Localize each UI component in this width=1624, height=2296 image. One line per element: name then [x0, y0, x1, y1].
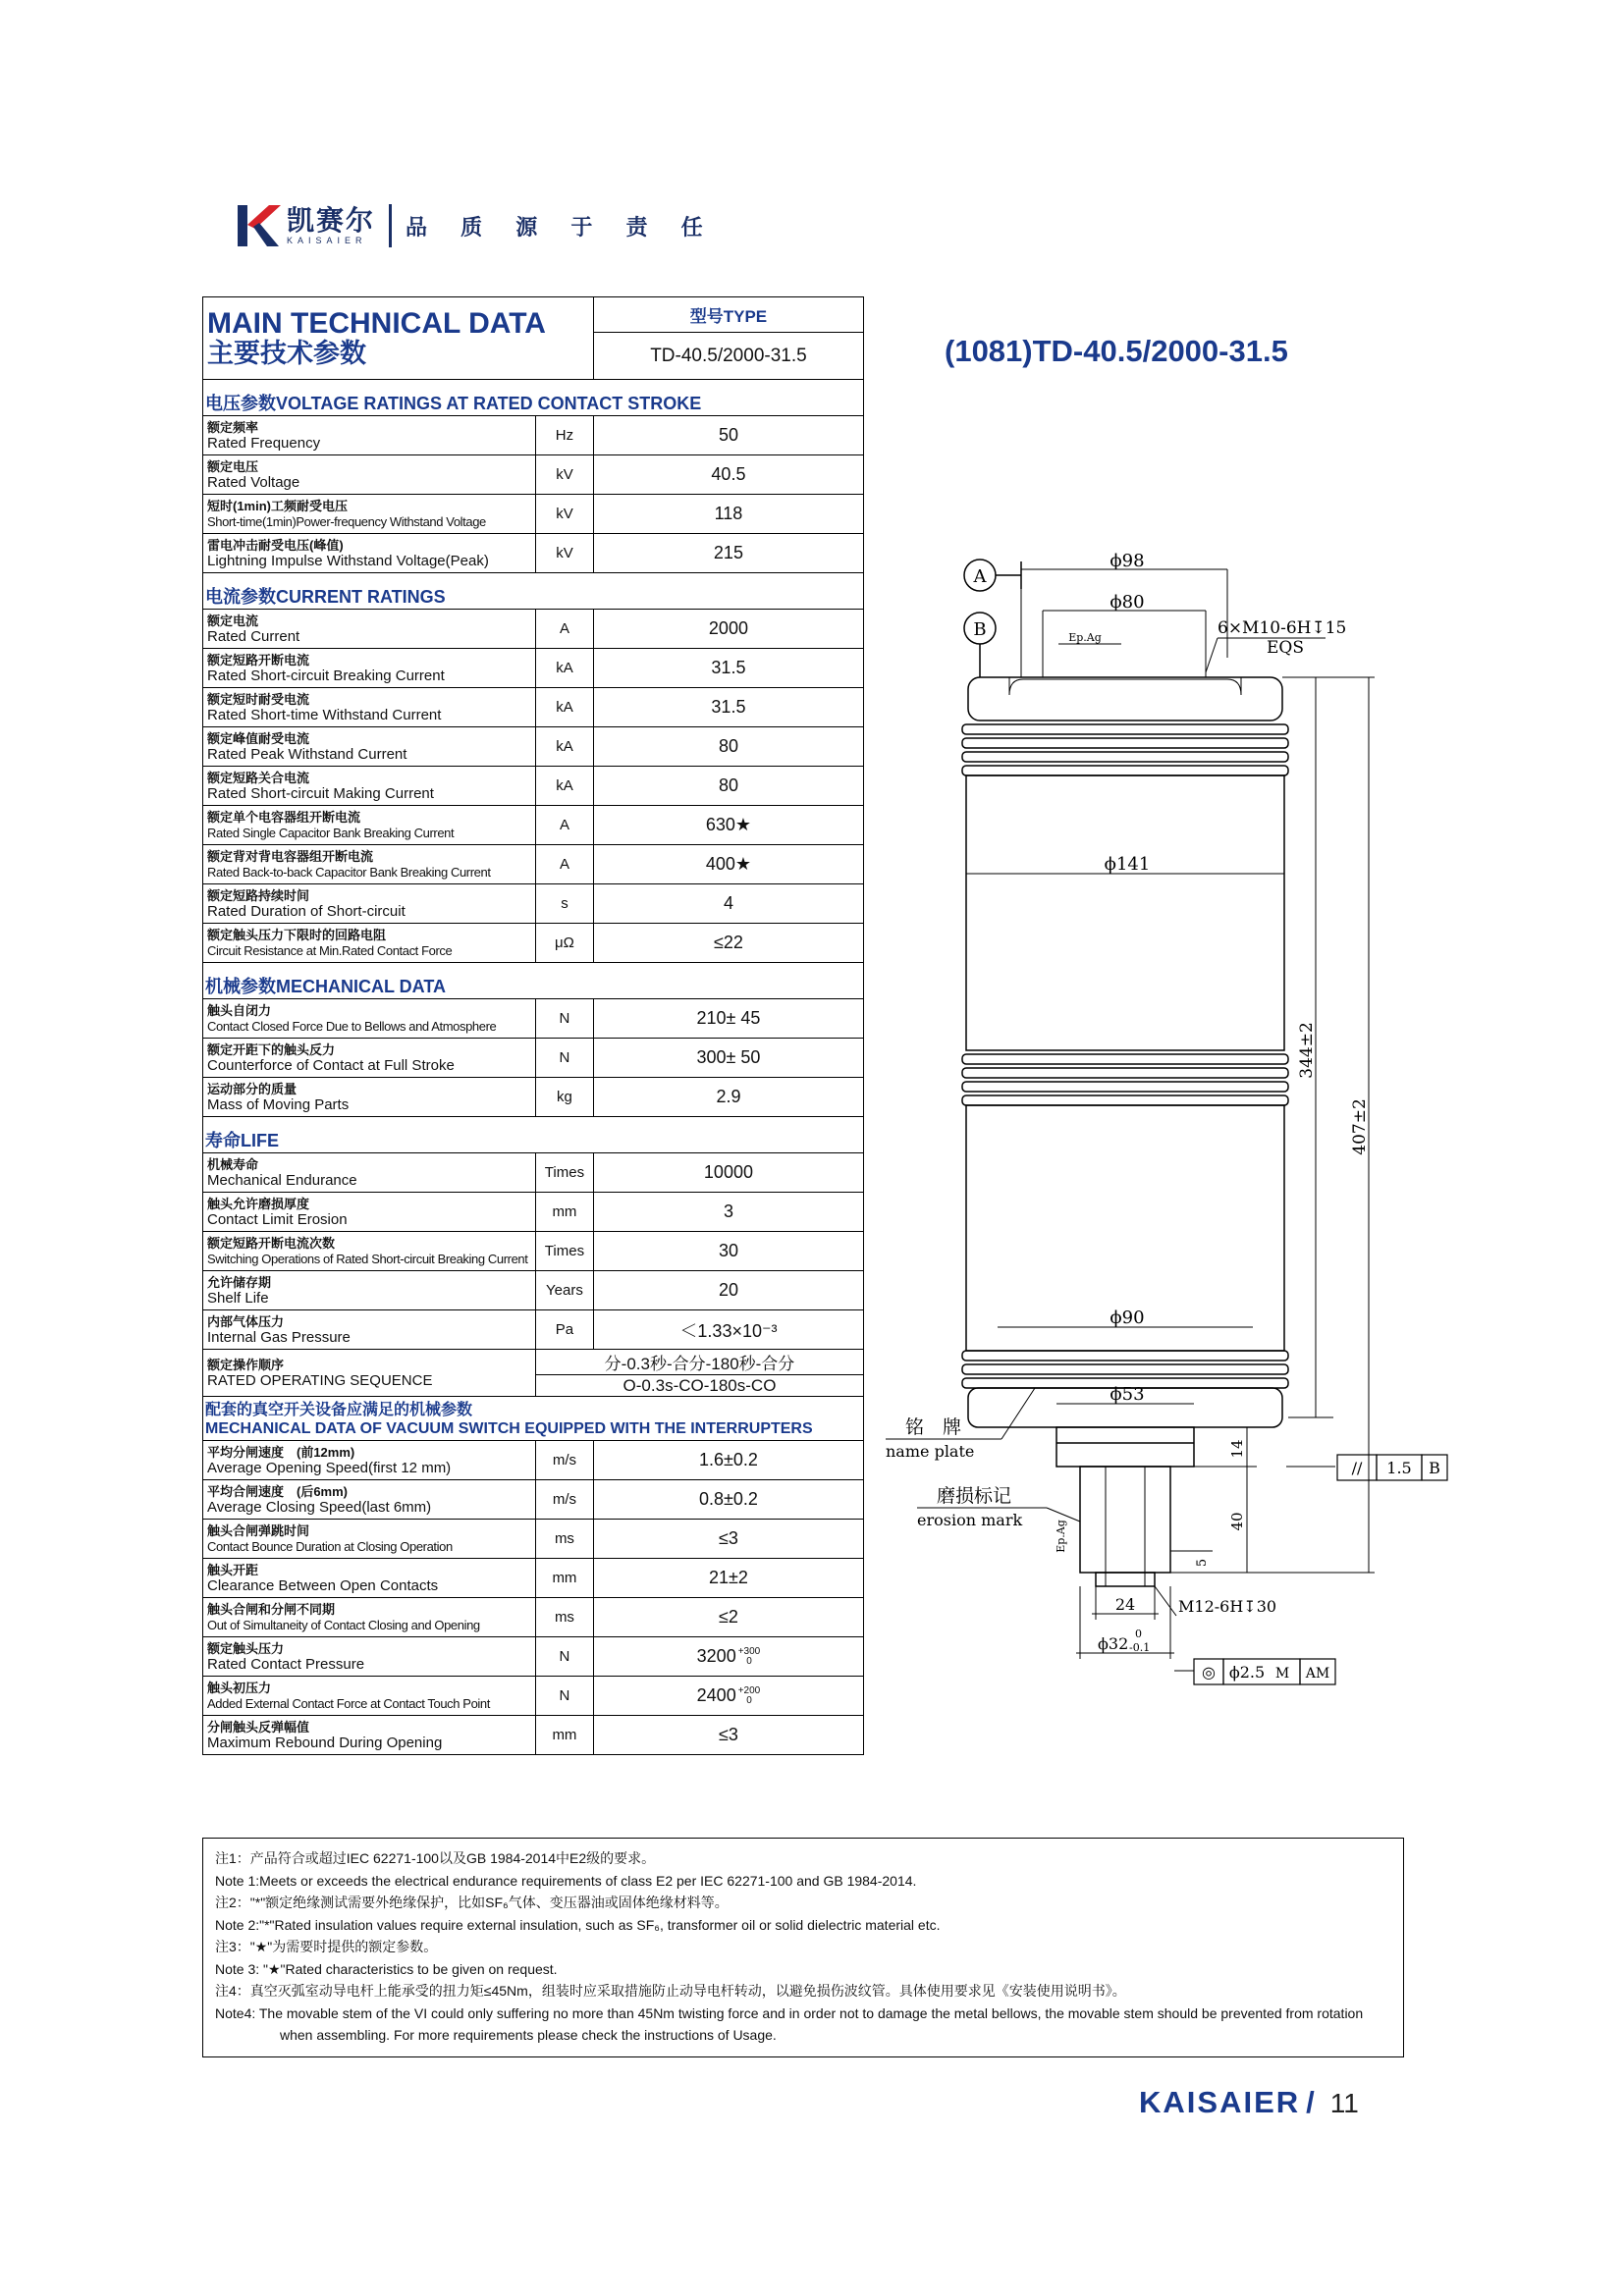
param-label-en: Rated Current [207, 627, 300, 645]
param-label [203, 1441, 536, 1480]
param-value [593, 1520, 863, 1559]
param-label [203, 806, 536, 845]
param-value-text: 4 [723, 893, 733, 913]
tol-up: +200 [737, 1685, 761, 1697]
param-label [203, 1078, 536, 1117]
brand-block [287, 206, 375, 245]
tol-position-frame [1174, 1659, 1335, 1684]
param-label-en: Short-time(1min)Power-frequency Withstand Voltage [207, 513, 486, 529]
dim-14: 14 [1228, 1439, 1246, 1459]
param-value [593, 1232, 863, 1271]
param-unit: ms [535, 1598, 593, 1637]
spec-row [203, 610, 864, 649]
spec-row [203, 1480, 864, 1520]
param-label [203, 767, 536, 806]
param-label [203, 455, 536, 495]
title-row [203, 297, 864, 333]
param-unit: Times [535, 1232, 593, 1271]
param-value [593, 1598, 863, 1637]
spec-row [203, 1598, 864, 1637]
spec-row [203, 455, 864, 495]
spec-row [203, 1677, 864, 1716]
param-label-en: Rated Voltage [207, 473, 300, 491]
sequence-label-en: RATED OPERATING SEQUENCE [207, 1371, 433, 1389]
param-value-text: 210± 45 [696, 1008, 761, 1028]
spec-row [203, 1193, 864, 1232]
spec-row [203, 884, 864, 924]
param-label-en: Counterforce of Contact at Full Stroke [207, 1056, 455, 1074]
param-label [203, 416, 536, 455]
dim-phi98: ϕ98 [1110, 551, 1145, 571]
param-label [203, 1480, 536, 1520]
param-unit: kV [535, 495, 593, 534]
tol-down: 0 [746, 1695, 752, 1707]
datum-a-label: A [973, 566, 987, 587]
param-label-cn: 触头合闸弹跳时间 [207, 1522, 310, 1538]
param-value [593, 688, 863, 727]
spec-row [203, 649, 864, 688]
param-label [203, 845, 536, 884]
param-label-en: Rated Duration of Short-circuit [207, 902, 406, 920]
tol-parallel-datum: B [1429, 1459, 1440, 1477]
param-unit: kg [535, 1078, 593, 1117]
param-value-text: 3 [723, 1201, 733, 1221]
param-label [203, 1310, 536, 1350]
param-unit: Years [535, 1271, 593, 1310]
note-3-cn: 注3："★"为需要时提供的额定参数。 [215, 1939, 438, 1954]
param-unit: mm [535, 1716, 593, 1755]
param-value [593, 924, 863, 963]
param-value-text: 21±2 [708, 1568, 748, 1587]
param-label-cn: 额定短路持续时间 [207, 887, 310, 903]
param-value [593, 806, 863, 845]
mech-section-header [203, 1397, 864, 1441]
param-label-cn: 额定电压 [207, 458, 259, 474]
ep-ag-bottom: Ep.Ag [1055, 1520, 1067, 1553]
param-value [593, 1559, 863, 1598]
sequence-row [203, 1350, 864, 1375]
param-value-tolerance [738, 1647, 761, 1667]
param-value [593, 495, 863, 534]
spec-row [203, 727, 864, 767]
section-title: 电压参数VOLTAGE RATINGS AT RATED CONTACT STROKE [203, 380, 864, 416]
tol-parallel-value: 1.5 [1386, 1459, 1412, 1477]
footer [1139, 2085, 1359, 2120]
param-value-text: ≤3 [719, 1725, 738, 1744]
tol-down: 0 [746, 1656, 752, 1668]
param-value [593, 1153, 863, 1193]
param-value-text: ≤3 [719, 1528, 738, 1548]
mech-section-title [203, 1397, 864, 1441]
param-unit: μΩ [535, 924, 593, 963]
param-value [593, 727, 863, 767]
dim-phi90: ϕ90 [1110, 1308, 1145, 1328]
label-erosion-en: erosion mark [917, 1511, 1023, 1529]
param-value-text: 400★ [705, 854, 752, 874]
param-value-text: 215 [713, 543, 743, 562]
param-label-cn: 内部气体压力 [207, 1313, 285, 1329]
param-value-text: 30 [718, 1241, 738, 1260]
param-label-cn: 平均合闸速度 (后6mm) [207, 1483, 349, 1499]
param-unit: Pa [535, 1310, 593, 1350]
note-2-en: Note 2:"*"Rated insulation values require external insulation, such as SF₆, transformer oil or solid dielectric material etc. [215, 1916, 941, 1933]
dim-phi53: ϕ53 [1110, 1384, 1145, 1405]
param-label-en: Rated Frequency [207, 434, 321, 452]
table-title-en: MAIN TECHNICAL DATA [207, 306, 546, 340]
param-unit: A [535, 610, 593, 649]
param-label-cn: 机械寿命 [207, 1156, 259, 1172]
param-value [593, 1637, 863, 1677]
datum-b [964, 613, 996, 677]
param-label [203, 1520, 536, 1559]
param-value-text: 31.5 [711, 697, 746, 717]
brand-cn: 凯赛尔 [287, 205, 376, 236]
dim-5: 5 [1195, 1558, 1210, 1568]
mech-section-rows [203, 1441, 864, 1755]
param-label [203, 1677, 536, 1716]
param-label-cn: 平均分闸速度 (前12mm) [207, 1444, 355, 1460]
param-value [593, 1716, 863, 1755]
param-label-cn: 触头合闸和分闸不同期 [207, 1601, 336, 1617]
param-label-en: Added External Contact Force at Contact Touch Point [207, 1695, 490, 1711]
label-erosion-cn: 磨损标记 [937, 1485, 1012, 1507]
param-label-cn: 额定触头压力下限时的回路电阻 [207, 927, 387, 942]
note-3-en: Note 3: "★"Rated characteristics to be given on request. [215, 1960, 558, 1977]
dim-phi32-tol-up: 0 [1135, 1628, 1142, 1640]
page-number: 11 [1329, 2088, 1359, 2118]
param-value [593, 1078, 863, 1117]
label-nameplate-en: name plate [886, 1442, 975, 1461]
footer-slash: / [1306, 2085, 1315, 2119]
param-label [203, 610, 536, 649]
type-header: 型号TYPE [593, 297, 863, 333]
spec-row [203, 688, 864, 727]
param-unit: N [535, 1637, 593, 1677]
mech-section-title-cn: 配套的真空开关设备应满足的机械参数 [205, 1402, 473, 1418]
header-divider [389, 204, 392, 247]
param-value [593, 1193, 863, 1232]
param-value [593, 534, 863, 573]
param-value [593, 1271, 863, 1310]
param-unit: N [535, 1039, 593, 1078]
param-label [203, 649, 536, 688]
param-label-cn: 额定开距下的触头反力 [207, 1041, 336, 1057]
param-label-en: Contact Limit Erosion [207, 1210, 348, 1228]
param-label [203, 1153, 536, 1193]
section-header [203, 963, 864, 999]
param-label [203, 727, 536, 767]
param-value [593, 649, 863, 688]
param-label-cn: 额定单个电容器组开断电流 [207, 809, 361, 825]
param-label-cn: 分闸触头反弹幅值 [207, 1719, 310, 1735]
tol-parallel-frame [1286, 1455, 1447, 1480]
section-title: 机械参数MECHANICAL DATA [203, 963, 864, 999]
param-unit: kA [535, 727, 593, 767]
spec-row [203, 1232, 864, 1271]
param-value [593, 1480, 863, 1520]
table-title-cell [203, 297, 594, 380]
slogan: 品 质 源 于 责 任 [406, 214, 717, 240]
spec-row [203, 767, 864, 806]
param-value-text: 80 [718, 736, 738, 756]
tol-position-am: AM [1305, 1666, 1330, 1682]
param-value-text: ＜1.33×10⁻³ [679, 1320, 778, 1341]
spec-row [203, 1716, 864, 1755]
note-1-cn: 注1：产品符合或超过IEC 62271-100以及GB 1984-2014中E2级的要求。 [215, 1850, 656, 1866]
param-unit: kV [535, 455, 593, 495]
param-unit: A [535, 845, 593, 884]
param-unit: s [535, 884, 593, 924]
table-sections [203, 380, 864, 1350]
param-value-text: 50 [718, 425, 738, 445]
param-value-text: 2.9 [716, 1087, 741, 1106]
param-label-en: Lightning Impulse Withstand Voltage(Peak) [207, 552, 489, 569]
kaisaier-logo-icon [236, 203, 281, 248]
param-unit: kV [535, 534, 593, 573]
param-label-cn: 额定背对背电容器组开断电流 [207, 848, 374, 864]
param-label-en: Switching Operations of Rated Short-circuit Breaking Current [207, 1251, 528, 1266]
param-label-cn: 额定频率 [207, 419, 259, 435]
ep-ag-top: Ep.Ag [1068, 631, 1102, 644]
param-label-cn: 触头开距 [207, 1562, 259, 1577]
param-value [593, 1441, 863, 1480]
spec-row [203, 1559, 864, 1598]
param-label-cn: 额定短时耐受电流 [207, 691, 310, 707]
param-value-text: 118 [714, 504, 743, 523]
param-unit: mm [535, 1559, 593, 1598]
tol-parallel-symbol: // [1351, 1459, 1363, 1477]
param-unit: m/s [535, 1480, 593, 1520]
tol-up: +300 [737, 1646, 761, 1658]
tol-position-value: ϕ2.5 [1228, 1663, 1266, 1682]
param-value-text: ≤22 [714, 933, 743, 952]
notes-box [202, 1838, 1404, 2057]
dim-phi32-tol-down: -0.1 [1129, 1641, 1151, 1654]
param-label-en: Mechanical Endurance [207, 1171, 357, 1189]
param-label-en: Rated Contact Pressure [207, 1655, 365, 1673]
spec-row [203, 845, 864, 884]
param-unit: Times [535, 1153, 593, 1193]
dim-phi141: ϕ141 [1104, 854, 1151, 875]
param-label-cn: 触头自闭力 [207, 1002, 272, 1018]
footer-brand: KAISAIER [1139, 2085, 1301, 2119]
dim-407: 407±2 [1350, 1098, 1370, 1155]
spec-row [203, 1441, 864, 1480]
note-2-cn: 注2："*"额定绝缘测试需要外绝缘保护，比如SF₆气体、变压器油或固体绝缘材料等。 [215, 1895, 729, 1910]
param-value-text: 1.6±0.2 [698, 1450, 758, 1469]
param-label-cn: 触头允许磨损厚度 [207, 1196, 310, 1211]
spec-row [203, 1039, 864, 1078]
section-header [203, 1117, 864, 1153]
param-label [203, 688, 536, 727]
param-label-en: Contact Closed Force Due to Bellows and Atmosphere [207, 1018, 497, 1034]
param-label-cn: 触头初压力 [207, 1680, 272, 1695]
spec-row [203, 1520, 864, 1559]
param-label-en: Contact Bounce Duration at Closing Operation [207, 1538, 453, 1554]
param-value-text: 40.5 [711, 464, 746, 484]
param-label-en: Maximum Rebound During Opening [207, 1734, 443, 1751]
param-label [203, 1193, 536, 1232]
param-label [203, 1039, 536, 1078]
param-label [203, 1598, 536, 1637]
param-label [203, 1232, 536, 1271]
param-label-cn: 额定短路关合电流 [207, 770, 310, 785]
param-label-en: Rated Short-circuit Making Current [207, 784, 434, 802]
param-unit: kA [535, 767, 593, 806]
spec-row [203, 1078, 864, 1117]
dim-eqs: EQS [1267, 638, 1304, 658]
param-label-cn: 允许储存期 [207, 1274, 272, 1290]
spec-row [203, 416, 864, 455]
param-label [203, 924, 536, 963]
param-label-cn: 额定电流 [207, 613, 259, 628]
param-label-en: Rated Short-circuit Breaking Current [207, 667, 445, 684]
param-label-cn: 短时(1min)工频耐受电压 [207, 498, 349, 513]
dim-phi80: ϕ80 [1110, 592, 1145, 613]
sequence-label [203, 1350, 536, 1397]
param-label-en: Internal Gas Pressure [207, 1328, 351, 1346]
param-unit: mm [535, 1193, 593, 1232]
param-value-text: 2400 [696, 1684, 736, 1705]
spec-row [203, 924, 864, 963]
param-value-text: ≤2 [719, 1607, 738, 1627]
spec-row [203, 1310, 864, 1350]
param-unit: A [535, 806, 593, 845]
param-label-en: Out of Simultaneity of Contact Closing and Opening [207, 1617, 480, 1632]
dim-phi32: ϕ32 [1098, 1634, 1129, 1653]
spec-row [203, 1271, 864, 1310]
dim-344: 344±2 [1297, 1022, 1317, 1079]
param-value-text: 2000 [708, 618, 748, 638]
param-value [593, 1677, 863, 1716]
dim-thread-top: 6×M10-6H↧15 [1218, 618, 1347, 638]
spec-row [203, 1153, 864, 1193]
mech-section-title-en: MECHANICAL DATA OF VACUUM SWITCH EQUIPPED WITH THE INTERRUPTERS [205, 1420, 813, 1437]
brand-en: KAISAIER [287, 236, 367, 245]
datum-a [964, 560, 1021, 591]
section-header [203, 380, 864, 416]
param-unit: kA [535, 688, 593, 727]
param-value [593, 610, 863, 649]
section-header [203, 573, 864, 610]
param-label-en: Average Closing Speed(last 6mm) [207, 1498, 432, 1516]
param-label [203, 1716, 536, 1755]
param-label-en: Rated Single Capacitor Bank Breaking Current [207, 825, 455, 840]
param-label [203, 1637, 536, 1677]
param-value-tolerance [738, 1686, 761, 1706]
sequence-value-cn: 分-0.3秒-合分-180秒-合分 [535, 1350, 863, 1375]
param-value [593, 416, 863, 455]
param-value-text: 630★ [705, 815, 752, 834]
param-value [593, 845, 863, 884]
tol-position-m: M [1274, 1666, 1290, 1682]
param-value-text: 300± 50 [696, 1047, 761, 1067]
spec-row [203, 1637, 864, 1677]
model-title: (1081)TD-40.5/2000-31.5 [945, 334, 1288, 368]
param-label-cn: 额定触头压力 [207, 1640, 285, 1656]
dim-24: 24 [1114, 1595, 1136, 1614]
dim-40: 40 [1228, 1512, 1246, 1531]
note-4-cn: 注4：真空灭弧室动导电杆上能承受的扭力矩≤45Nm，组装时应采取措施防止动导电杆转动，以避免损伤波纹管。具体使用要求见《安装使用说明书》。 [215, 1983, 1126, 1999]
param-value-text: 80 [718, 775, 738, 795]
section-title: 电流参数CURRENT RATINGS [203, 573, 864, 610]
param-label-en: Circuit Resistance at Min.Rated Contact Force [207, 942, 453, 958]
param-unit: kA [535, 649, 593, 688]
note-1-en: Note 1:Meets or exceeds the electrical endurance requirements of class E2 per IEC 62271-100 and GB 1984-2014. [215, 1872, 917, 1889]
param-label [203, 1271, 536, 1310]
param-value-text: 10000 [703, 1162, 753, 1182]
dim-thread-bottom: M12-6H↧30 [1178, 1597, 1277, 1616]
type-value: TD-40.5/2000-31.5 [593, 333, 863, 380]
note-4-en: Note4: The movable stem of the VI could only suffering no more than 45Nm twisting force and in order not to damage the metal bellows, the movable stem should be prevented from rotation when assembling. For more requirements please check the instructions of Usage. [215, 2004, 1364, 2043]
param-value-text: 0.8±0.2 [698, 1489, 758, 1509]
spec-row [203, 999, 864, 1039]
param-unit: Hz [535, 416, 593, 455]
param-label-cn: 雷电冲击耐受电压(峰值) [207, 537, 344, 553]
param-value [593, 1310, 863, 1350]
param-label [203, 1559, 536, 1598]
spec-row [203, 534, 864, 573]
param-unit: ms [535, 1520, 593, 1559]
param-value [593, 767, 863, 806]
param-value-text: 31.5 [711, 658, 746, 677]
param-label-cn: 额定峰值耐受电流 [207, 730, 310, 746]
param-label-cn: 额定短路开断电流次数 [207, 1235, 336, 1251]
param-label [203, 884, 536, 924]
param-label-en: Shelf Life [207, 1289, 269, 1307]
param-label [203, 999, 536, 1039]
param-label-en: Average Opening Speed(first 12 mm) [207, 1459, 452, 1476]
spec-row [203, 495, 864, 534]
interrupter-drawing [864, 530, 1473, 1708]
param-value-text: 3200 [696, 1645, 736, 1666]
param-label-en: Mass of Moving Parts [207, 1095, 350, 1113]
param-label-en: Rated Peak Withstand Current [207, 745, 407, 763]
param-label [203, 534, 536, 573]
param-value [593, 999, 863, 1039]
header [236, 196, 717, 255]
label-nameplate-cn: 铭 牌 [905, 1416, 962, 1438]
param-value [593, 884, 863, 924]
param-value [593, 1039, 863, 1078]
param-unit: N [535, 1677, 593, 1716]
param-label-cn: 额定短路开断电流 [207, 652, 310, 667]
spec-row [203, 806, 864, 845]
spec-table [202, 296, 864, 1755]
sequence-label-cn: 额定操作顺序 [207, 1357, 285, 1372]
param-label-en: Clearance Between Open Contacts [207, 1576, 439, 1594]
sequence-value-en: O-0.3s-CO-180s-CO [535, 1375, 863, 1397]
param-label-cn: 运动部分的质量 [207, 1081, 298, 1096]
param-unit: N [535, 999, 593, 1039]
param-unit: m/s [535, 1441, 593, 1480]
param-label-en: Rated Back-to-back Capacitor Bank Breaking Current [207, 864, 491, 880]
param-label [203, 495, 536, 534]
section-title: 寿命LIFE [203, 1117, 864, 1153]
param-value-text: 20 [718, 1280, 738, 1300]
tol-position-symbol: ◎ [1202, 1663, 1216, 1682]
datum-b-label: B [973, 619, 987, 640]
param-label-en: Rated Short-time Withstand Current [207, 706, 442, 723]
param-value [593, 455, 863, 495]
table-title-cn: 主要技术参数 [207, 338, 366, 368]
